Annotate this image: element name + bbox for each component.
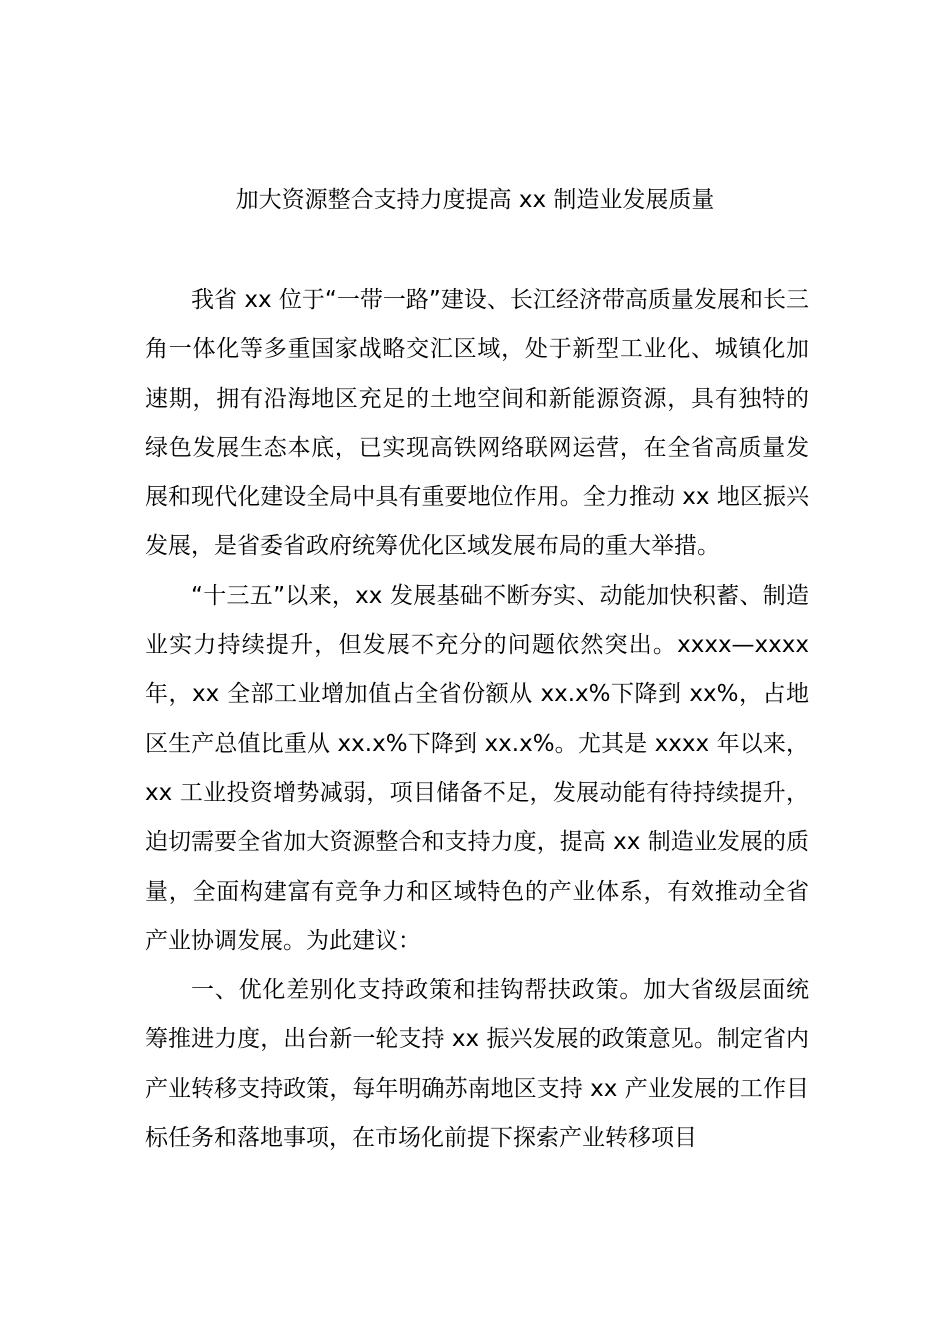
document-title: 加大资源整合支持力度提高 xx 制造业发展质量 — [235, 187, 715, 213]
paragraph-background: “十三五”以来，xx 发展基础不断夯实、动能加快积蓄、制造业实力持续提升，但发展不充分的问题依然突出。xxxx—xxxx 年，xx 全部工业增加值占全省份额从 xx.x%下降到 xx%，占地区生产总值比重从 xx.x%下降到 xx.x%。尤其是 xxxx 年以来，xx 工业投资增势减弱，项目储备不足，发展动能有待持续提升，迫切需要全省加大资源整合和支持力度，提高 xx 制造业发展的质量，全面构建富有竞争力和区域特色的产业体系，有效推动全省产业协调发展。为此建议： — [145, 582, 809, 954]
paragraph-recommendation-1: 一、优化差别化支持政策和挂钩帮扶政策。加大省级层面统筹推进力度，出台新一轮支持 xx 振兴发展的政策意见。制定省内产业转移支持政策，每年明确苏南地区支持 xx 产业发展的工作目标任务和落地事项，在市场化前提下探索产业转移项目 — [145, 977, 809, 1152]
document-body — [145, 276, 809, 1163]
paragraph-intro: 我省 xx 位于“一带一路”建设、长江经济带高质量发展和长三角一体化等多重国家战略交汇区域，处于新型工业化、城镇化加速期，拥有沿海地区充足的土地空间和新能源资源，具有独特的绿色发展生态本底，已实现高铁网络联网运营，在全省高质量发展和现代化建设全局中具有重要地位作用。全力推动 xx 地区振兴发展，是省委省政府统筹优化区域发展布局的重大举措。 — [145, 287, 809, 560]
